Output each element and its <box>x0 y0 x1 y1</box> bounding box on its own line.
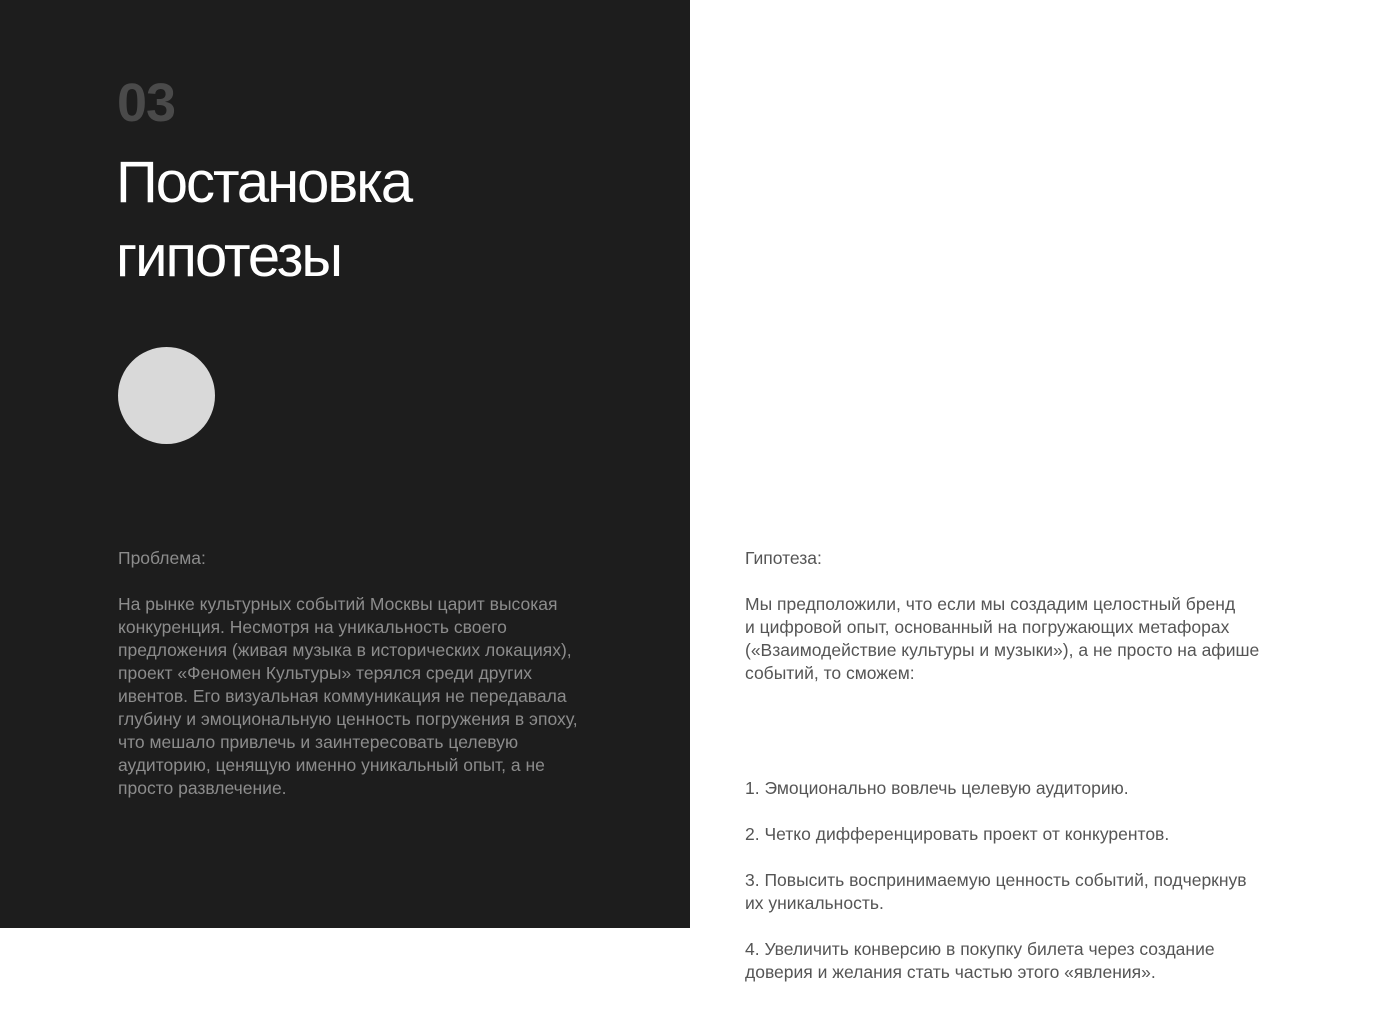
light-right-panel <box>690 0 1400 982</box>
hypothesis-list <box>745 754 1305 1007</box>
hypothesis-body: Мы предположили, что если мы создадим целостный бренд и цифровой опыт, основанный на погружающих метафорах («Взаимодействие культуры и музыки»), а не просто на афише событий, то сможем: <box>745 594 1260 683</box>
section-number: 03 <box>117 73 176 133</box>
problem-body: На рынке культурных событий Москвы царит высокая конкуренция. Несмотря на уникальность своего предложения (живая музыка в исторических локациях), проект «Феномен Культуры» терялся среди других ивентов. Его визуальная коммуникация не передавала глубину и эмоциональную ценность погружения в эпоху, что мешало привлечь и заинтересовать целевую аудиторию, ценящую именно уникальный опыт, а не просто развлечение. <box>118 594 578 798</box>
section-title-line-2: гипотезы <box>116 224 342 289</box>
section-title-line-1: Постановка <box>116 150 412 215</box>
hypothesis-list-item-1: 1. Эмоционально вовлечь целевую аудиторию. <box>745 778 1129 798</box>
hypothesis-list-item-3: 3. Повысить воспринимаемую ценность событий, подчеркнув их уникальность. <box>745 870 1247 913</box>
hypothesis-list-item-2: 2. Четко дифференцировать проект от конкурентов. <box>745 824 1170 844</box>
section-title <box>116 146 636 294</box>
hypothesis-list-item-4: 4. Увеличить конверсию в покупку билета через создание доверия и желания стать частью этого «явления». <box>745 939 1215 982</box>
dark-left-panel <box>0 0 690 928</box>
problem-text-block <box>118 524 638 823</box>
hypothesis-heading: Гипотеза: <box>745 548 822 568</box>
decorative-circle <box>118 347 215 444</box>
hypothesis-text-block <box>745 524 1305 1030</box>
problem-heading: Проблема: <box>118 548 206 568</box>
